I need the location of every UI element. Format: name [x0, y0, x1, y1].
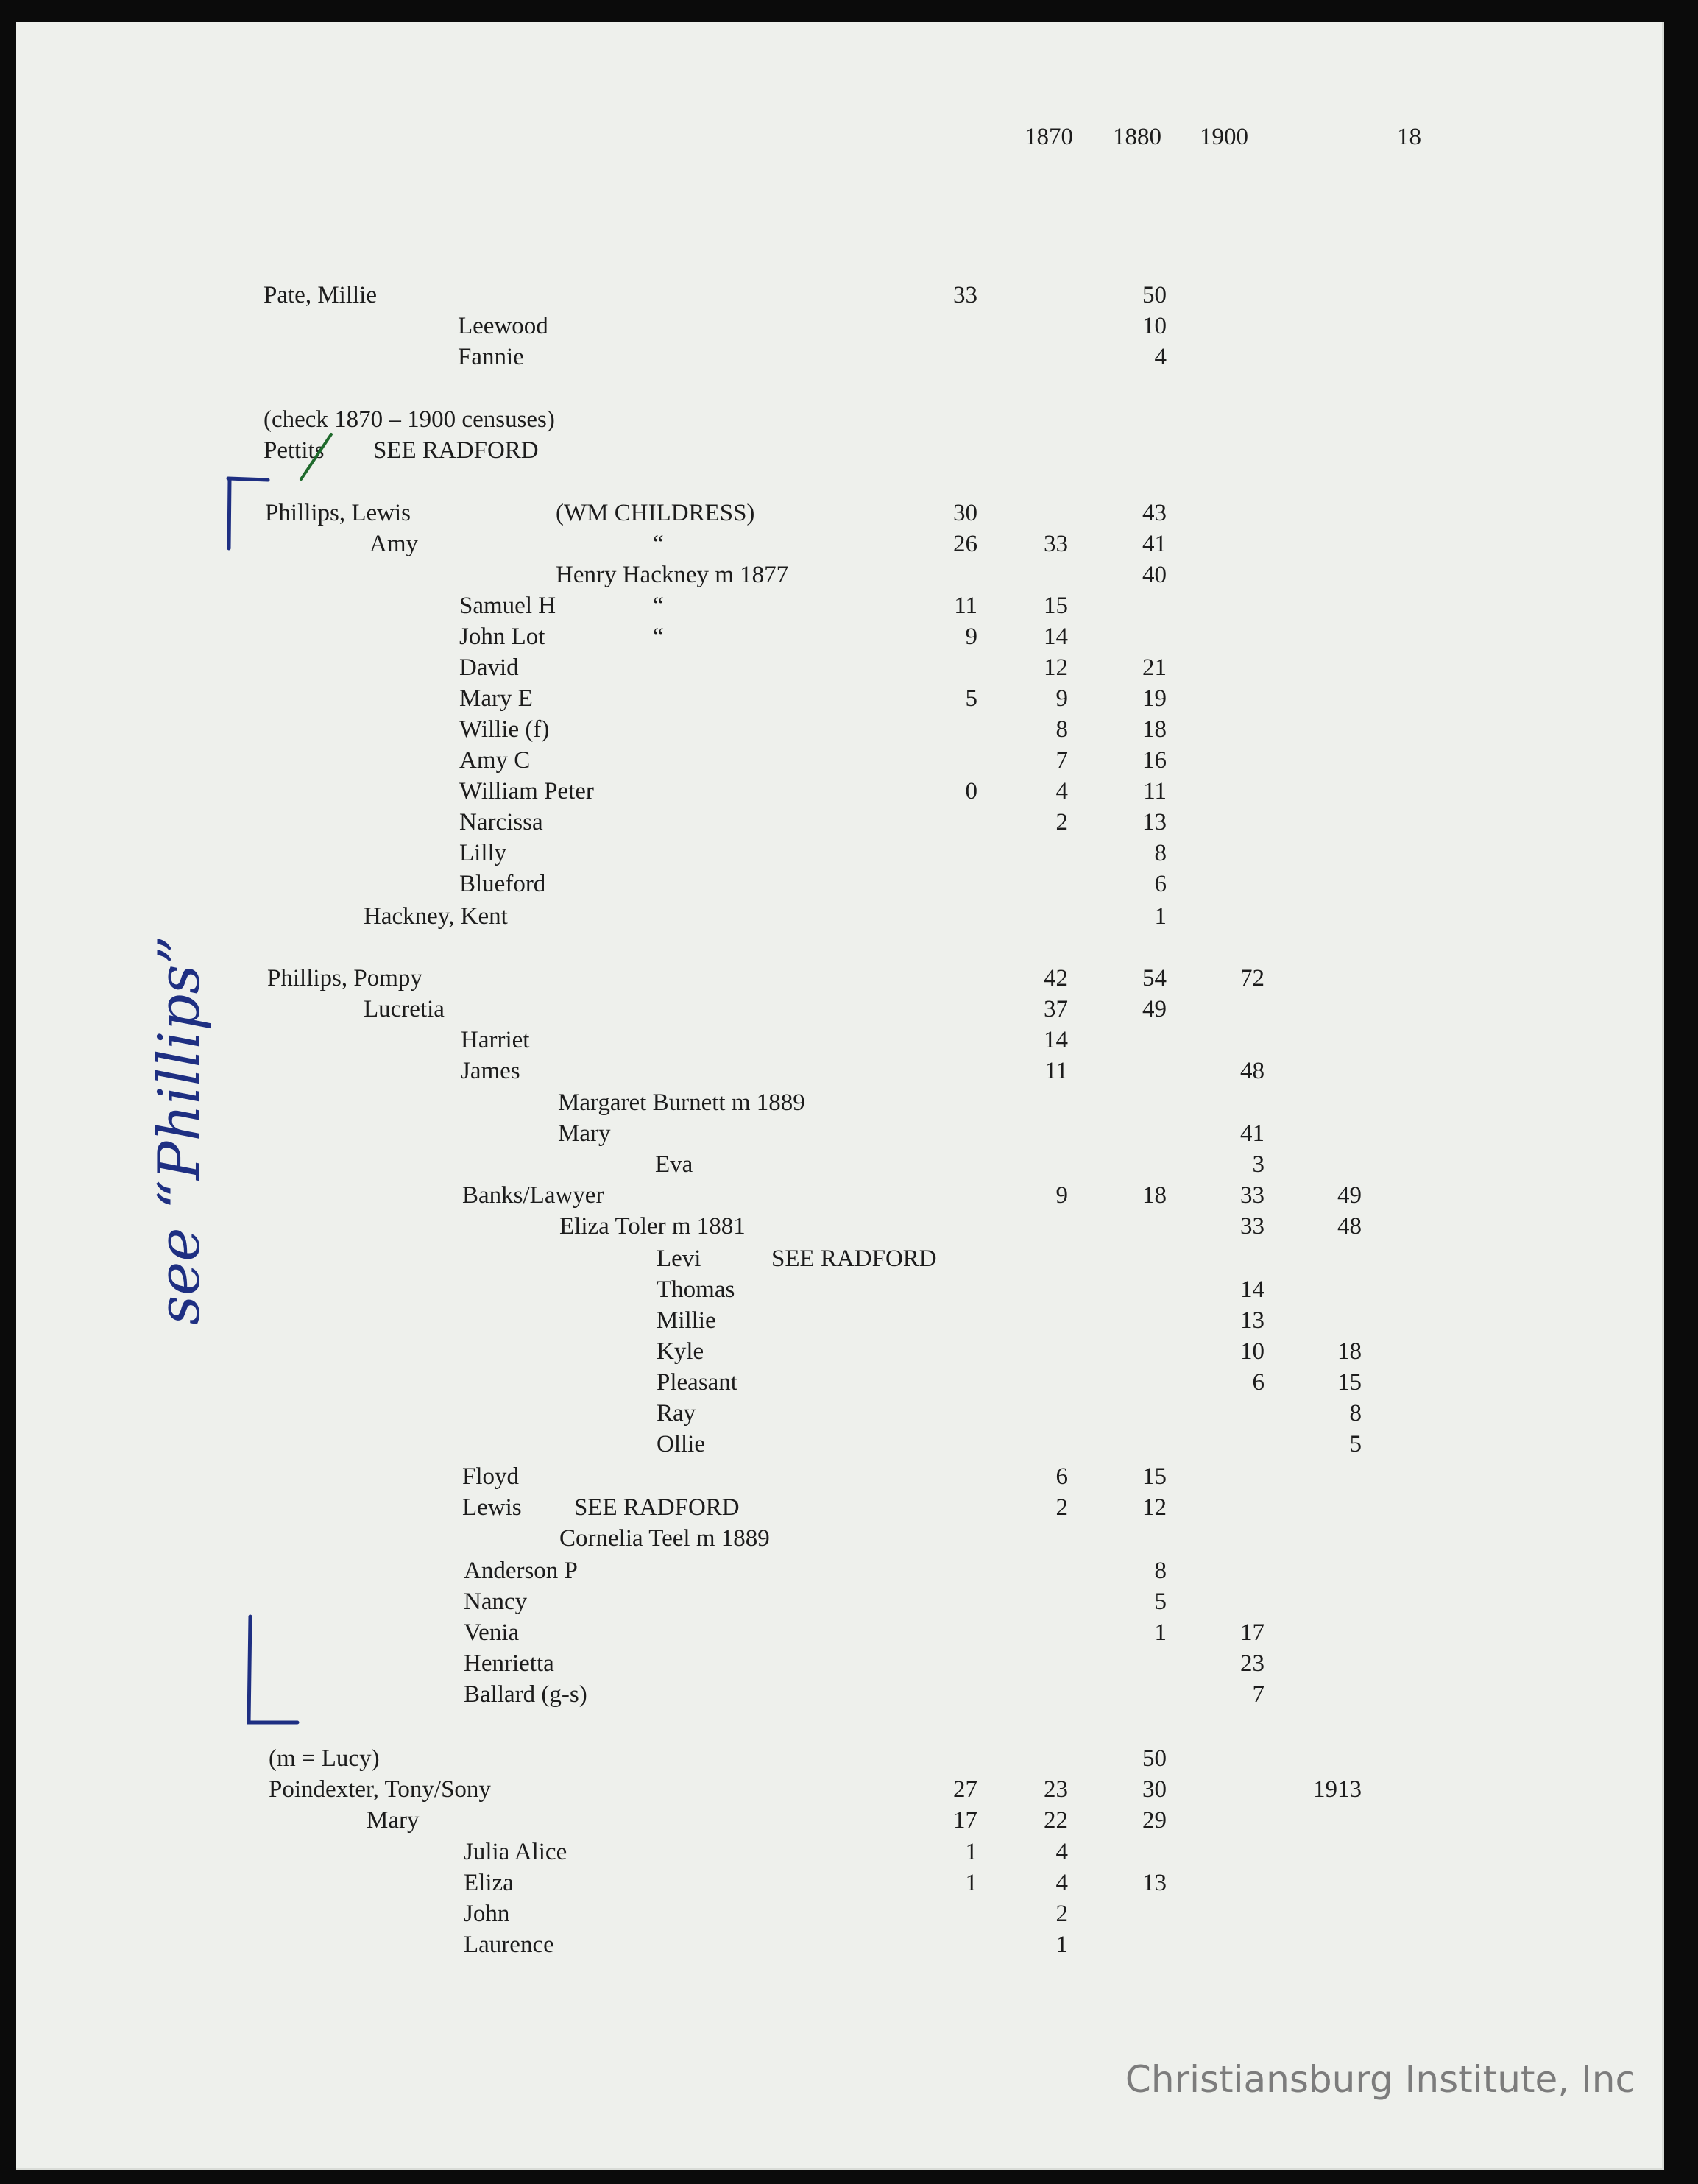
age-value-v3: 18: [1142, 1182, 1167, 1209]
entry-note: SEE RADFORD: [771, 1245, 937, 1272]
age-value-v1: 0: [965, 778, 977, 805]
age-value-v4: 17: [1240, 1619, 1264, 1646]
entry-name: (check 1870 – 1900 censuses): [263, 406, 555, 433]
age-value-v1: 26: [953, 531, 977, 557]
age-value-v3: 50: [1142, 282, 1167, 308]
age-value-v2: 4: [1055, 778, 1068, 805]
entry-name: Pleasant: [657, 1369, 737, 1396]
entry-name: Pettits: [263, 437, 325, 464]
entry-name: Lilly: [459, 840, 507, 866]
age-value-v2: 23: [1044, 1776, 1068, 1803]
age-value-v4: 14: [1240, 1276, 1264, 1303]
entry-name: Banks/Lawyer: [462, 1182, 604, 1209]
entry-name: David: [459, 654, 519, 681]
entry-name: (m = Lucy): [269, 1745, 380, 1772]
age-value-v2: 15: [1044, 593, 1068, 619]
age-value-v2: 1: [1055, 1932, 1068, 1958]
age-value-v2: 2: [1055, 1901, 1068, 1927]
age-value-v3: 5: [1154, 1588, 1167, 1615]
age-value-v3: 13: [1142, 809, 1167, 835]
entry-name: Willie (f): [459, 716, 550, 743]
watermark: Christiansburg Institute, Inc: [1125, 2058, 1635, 2101]
age-value-v1: 5: [965, 685, 977, 712]
age-value-v3: 49: [1142, 996, 1167, 1022]
age-value-v4: 10: [1240, 1338, 1264, 1365]
age-value-v1: 1: [965, 1870, 977, 1896]
entry-name: Hackney, Kent: [364, 903, 508, 930]
entry-name: Amy: [369, 531, 418, 557]
entry-name: Narcissa: [459, 809, 543, 835]
entry-name: John Lot: [459, 623, 545, 650]
entry-name: Kyle: [657, 1338, 704, 1365]
entry-note: SEE RADFORD: [574, 1494, 740, 1521]
entry-name: Ollie: [657, 1431, 705, 1457]
age-value-v1: 9: [965, 623, 977, 650]
age-value-v2: 6: [1055, 1463, 1068, 1490]
entry-note: “: [653, 623, 664, 650]
age-value-v2: 2: [1055, 809, 1068, 835]
entry-note: (WM CHILDRESS): [556, 500, 755, 526]
entry-name: Eliza: [464, 1870, 514, 1896]
age-value-v3: 8: [1154, 1558, 1167, 1584]
age-value-v3: 18: [1142, 716, 1167, 743]
age-value-v3: 19: [1142, 685, 1167, 712]
entry-name: Harriet: [461, 1027, 530, 1053]
header-1900: 1900: [1200, 124, 1248, 150]
entry-name: Eva: [655, 1151, 693, 1178]
age-value-v3: 40: [1142, 562, 1167, 588]
header-1880: 1880: [1113, 124, 1161, 150]
age-value-v1: 30: [953, 500, 977, 526]
entry-note: SEE RADFORD: [373, 437, 539, 464]
entry-name: Levi: [657, 1245, 701, 1272]
entry-name: Venia: [464, 1619, 520, 1646]
entry-name: Poindexter, Tony/Sony: [269, 1776, 491, 1803]
age-value-v5: 1913: [1313, 1776, 1362, 1803]
age-value-v4: 48: [1240, 1058, 1264, 1084]
header-1870: 1870: [1025, 124, 1073, 150]
age-value-v1: 1: [965, 1839, 977, 1865]
age-value-v3: 50: [1142, 1745, 1167, 1772]
age-value-v4: 33: [1240, 1182, 1264, 1209]
entry-note: “: [653, 531, 664, 557]
entry-name: Mary E: [459, 685, 533, 712]
age-value-v2: 33: [1044, 531, 1068, 557]
entry-note: “: [653, 593, 664, 619]
age-value-v3: 4: [1154, 344, 1167, 370]
age-value-v3: 12: [1142, 1494, 1167, 1521]
age-value-v2: 4: [1055, 1870, 1068, 1896]
age-value-v2: 8: [1055, 716, 1068, 743]
age-value-v4: 72: [1240, 965, 1264, 992]
age-value-v4: 6: [1252, 1369, 1264, 1396]
entry-name: Henry Hackney m 1877: [556, 562, 789, 588]
entry-name: William Peter: [459, 778, 594, 805]
age-value-v2: 9: [1055, 1182, 1068, 1209]
entry-name: Thomas: [657, 1276, 735, 1303]
age-value-v3: 30: [1142, 1776, 1167, 1803]
age-value-v2: 9: [1055, 685, 1068, 712]
age-value-v5: 5: [1349, 1431, 1362, 1457]
age-value-v2: 2: [1055, 1494, 1068, 1521]
age-value-v2: 37: [1044, 996, 1068, 1022]
entry-name: Eliza Toler m 1881: [559, 1213, 746, 1240]
age-value-v3: 43: [1142, 500, 1167, 526]
age-value-v2: 4: [1055, 1839, 1068, 1865]
entry-name: Samuel H: [459, 593, 556, 619]
age-value-v2: 14: [1044, 623, 1068, 650]
age-value-v2: 11: [1044, 1058, 1068, 1084]
age-value-v2: 22: [1044, 1807, 1068, 1834]
age-value-v3: 6: [1154, 871, 1167, 897]
entry-name: John: [464, 1901, 510, 1927]
entry-name: Cornelia Teel m 1889: [559, 1525, 770, 1552]
age-value-v1: 17: [953, 1807, 977, 1834]
age-value-v5: 49: [1337, 1182, 1362, 1209]
age-value-v2: 42: [1044, 965, 1068, 992]
age-value-v4: 23: [1240, 1650, 1264, 1677]
entry-name: Mary: [558, 1120, 611, 1147]
entry-name: Floyd: [462, 1463, 520, 1490]
entry-name: Mary: [367, 1807, 420, 1834]
entry-name: Laurence: [464, 1932, 554, 1958]
age-value-v3: 13: [1142, 1870, 1167, 1896]
age-value-v5: 15: [1337, 1369, 1362, 1396]
entry-name: Millie: [657, 1307, 716, 1334]
age-value-v3: 8: [1154, 840, 1167, 866]
entry-name: Phillips, Lewis: [265, 500, 411, 526]
age-value-v5: 48: [1337, 1213, 1362, 1240]
age-value-v5: 18: [1337, 1338, 1362, 1365]
age-value-v4: 13: [1240, 1307, 1264, 1334]
age-value-v5: 8: [1349, 1400, 1362, 1427]
entry-name: Lucretia: [364, 996, 445, 1022]
entry-name: James: [461, 1058, 520, 1084]
entry-name: Amy C: [459, 747, 531, 774]
entry-name: Ray: [657, 1400, 696, 1427]
entry-name: Blueford: [459, 871, 546, 897]
age-value-v3: 54: [1142, 965, 1167, 992]
age-value-v1: 33: [953, 282, 977, 308]
age-value-v2: 14: [1044, 1027, 1068, 1053]
entry-name: Pate, Millie: [263, 282, 377, 308]
age-value-v3: 16: [1142, 747, 1167, 774]
entry-name: Margaret Burnett m 1889: [558, 1089, 805, 1116]
entry-name: Nancy: [464, 1588, 528, 1615]
age-value-v3: 21: [1142, 654, 1167, 681]
entry-name: Henrietta: [464, 1650, 554, 1677]
entry-name: Leewood: [458, 313, 548, 339]
age-value-v1: 11: [954, 593, 977, 619]
age-value-v4: 3: [1252, 1151, 1264, 1178]
entry-name: Phillips, Pompy: [267, 965, 422, 992]
age-value-v3: 10: [1142, 313, 1167, 339]
age-value-v3: 11: [1143, 778, 1167, 805]
age-value-v4: 33: [1240, 1213, 1264, 1240]
page-number: 18: [1397, 124, 1421, 150]
age-value-v3: 1: [1154, 903, 1167, 930]
age-value-v4: 7: [1252, 1681, 1264, 1708]
entry-name: Julia Alice: [464, 1839, 567, 1865]
entry-name: Ballard (g-s): [464, 1681, 587, 1708]
age-value-v3: 15: [1142, 1463, 1167, 1490]
age-value-v3: 29: [1142, 1807, 1167, 1834]
age-value-v1: 27: [953, 1776, 977, 1803]
age-value-v3: 1: [1154, 1619, 1167, 1646]
age-value-v2: 12: [1044, 654, 1068, 681]
entry-name: Anderson P: [464, 1558, 578, 1584]
age-value-v4: 41: [1240, 1120, 1264, 1147]
age-value-v3: 41: [1142, 531, 1167, 557]
handwritten-see-phillips: see “Phillips”: [146, 935, 213, 1325]
entry-name: Lewis: [462, 1494, 522, 1521]
entry-name: Fannie: [458, 344, 524, 370]
age-value-v2: 7: [1055, 747, 1068, 774]
